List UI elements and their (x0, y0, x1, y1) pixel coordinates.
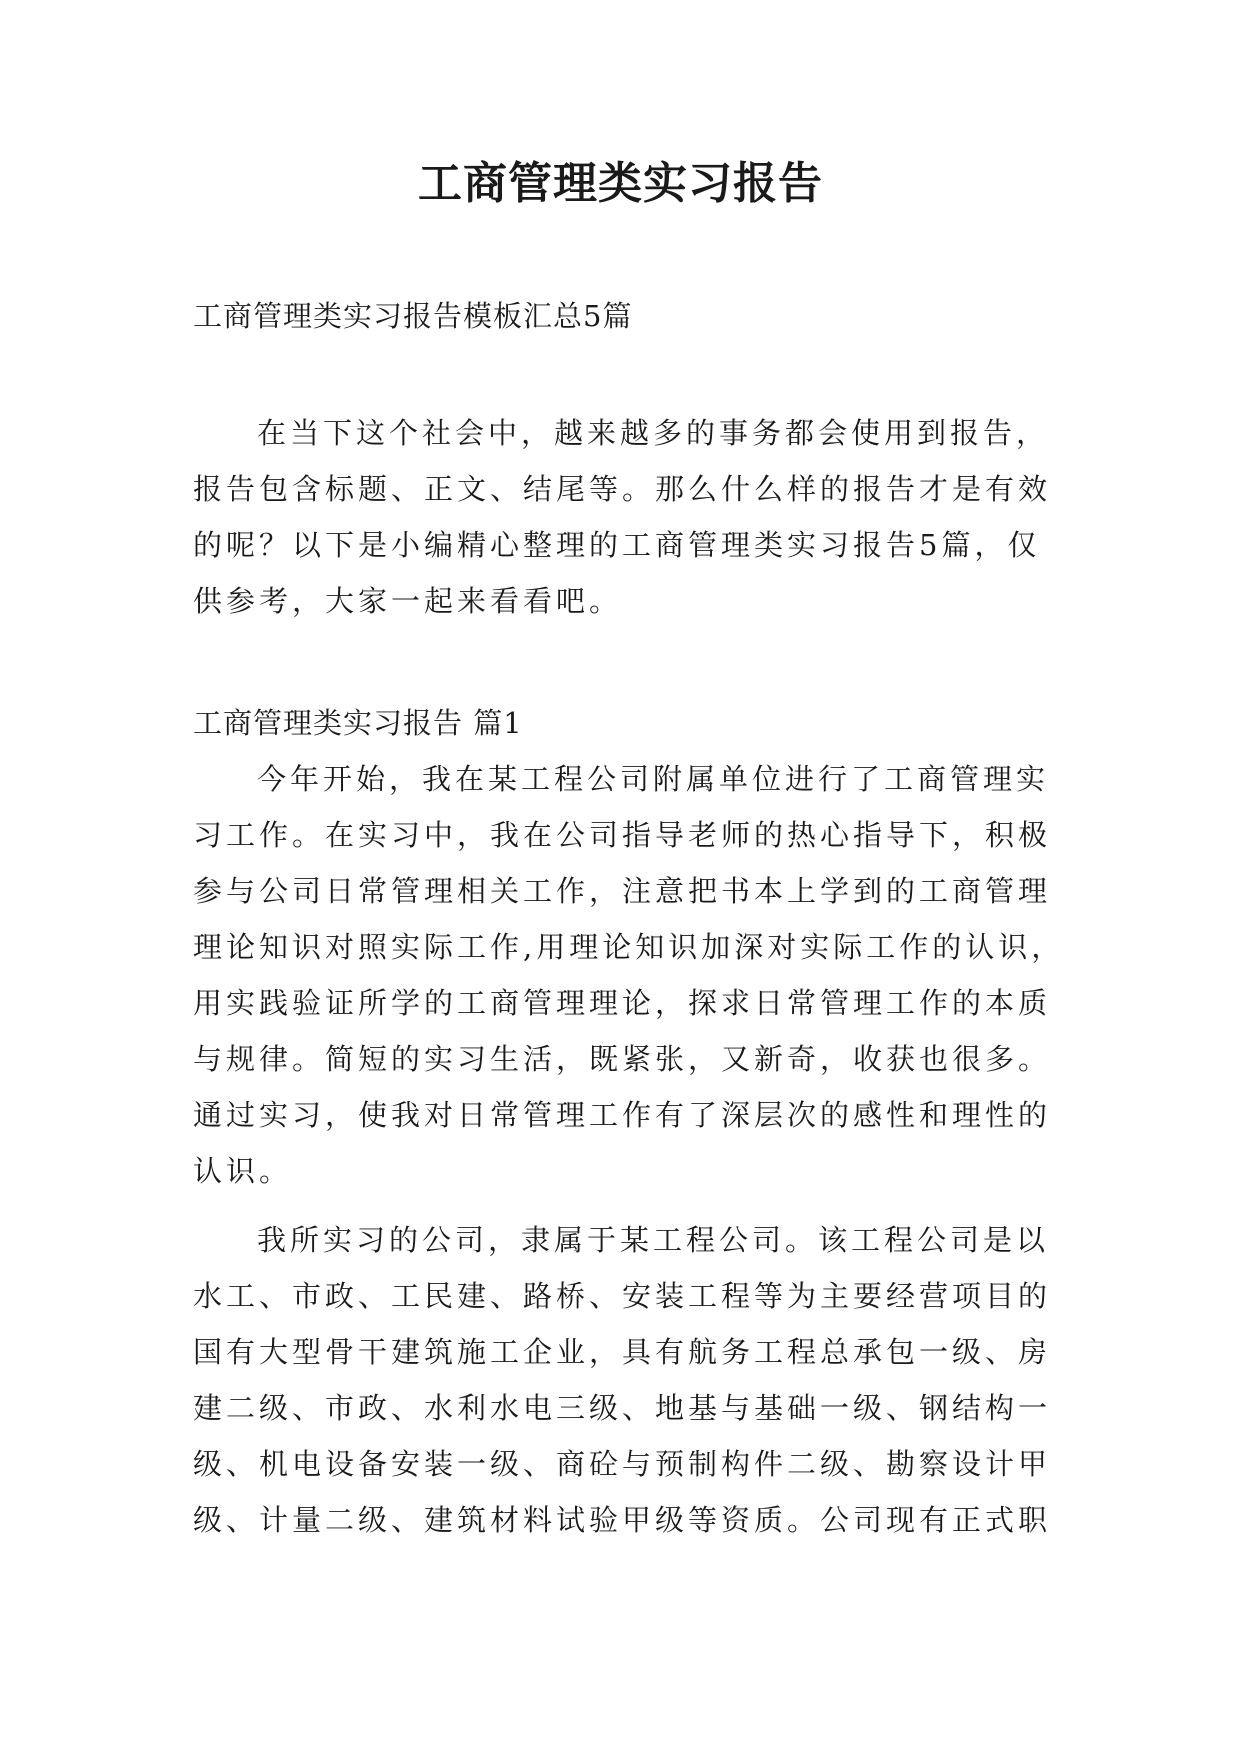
paragraph-line: 习工作。在实习中，我在公司指导老师的热心指导下，积极 (193, 818, 1052, 852)
intro-line: 报告包含标题、正文、结尾等。那么什么样的报告才是有效 (193, 472, 1052, 506)
paragraph-line: 今年开始，我在某工程公司附属单位进行了工商管理实 (257, 762, 1050, 796)
paragraph-line: 我所实习的公司，隶属于某工程公司。该工程公司是以 (257, 1223, 1050, 1257)
paragraph-line: 建二级、市政、水利水电三级、地基与基础一级、钢结构一 (193, 1391, 1052, 1425)
paragraph-line: 用实践验证所学的工商管理理论，探求日常管理工作的本质 (193, 986, 1052, 1020)
paragraph-line: 与规律。简短的实习生活，既紧张，又新奇，收获也很多。 (193, 1042, 1052, 1076)
document-subtitle: 工商管理类实习报告模板汇总5篇 (193, 299, 633, 333)
section-heading: 工商管理类实习报告 篇1 (193, 706, 523, 740)
intro-line: 在当下这个社会中，越来越多的事务都会使用到报告， (257, 416, 1050, 450)
paragraph-line: 国有大型骨干建筑施工企业，具有航务工程总承包一级、房 (193, 1335, 1052, 1369)
paragraph-line: 参与公司日常管理相关工作，注意把书本上学到的工商管理 (193, 874, 1052, 908)
body-paragraph-2 (193, 1212, 1073, 1548)
paragraph-line: 理论知识对照实际工作,用理论知识加深对实际工作的认识， (193, 930, 1065, 964)
paragraph-line: 认识。 (193, 1154, 293, 1188)
body-paragraph-1 (193, 751, 1073, 1199)
paragraph-line: 级、机电设备安装一级、商砼与预制构件二级、勘察设计甲 (193, 1447, 1052, 1481)
intro-paragraph (193, 405, 1073, 629)
paragraph-line: 水工、市政、工民建、路桥、安装工程等为主要经营项目的 (193, 1279, 1052, 1313)
document-title: 工商管理类实习报告 (418, 158, 823, 209)
intro-line: 供参考，大家一起来看看吧。 (193, 584, 623, 618)
intro-line: 的呢？以下是小编精心整理的工商管理类实习报告5篇，仅 (193, 528, 1041, 562)
paragraph-line: 通过实习，使我对日常管理工作有了深层次的感性和理性的 (193, 1098, 1052, 1132)
paragraph-line: 级、计量二级、建筑材料试验甲级等资质。公司现有正式职 (193, 1503, 1052, 1537)
